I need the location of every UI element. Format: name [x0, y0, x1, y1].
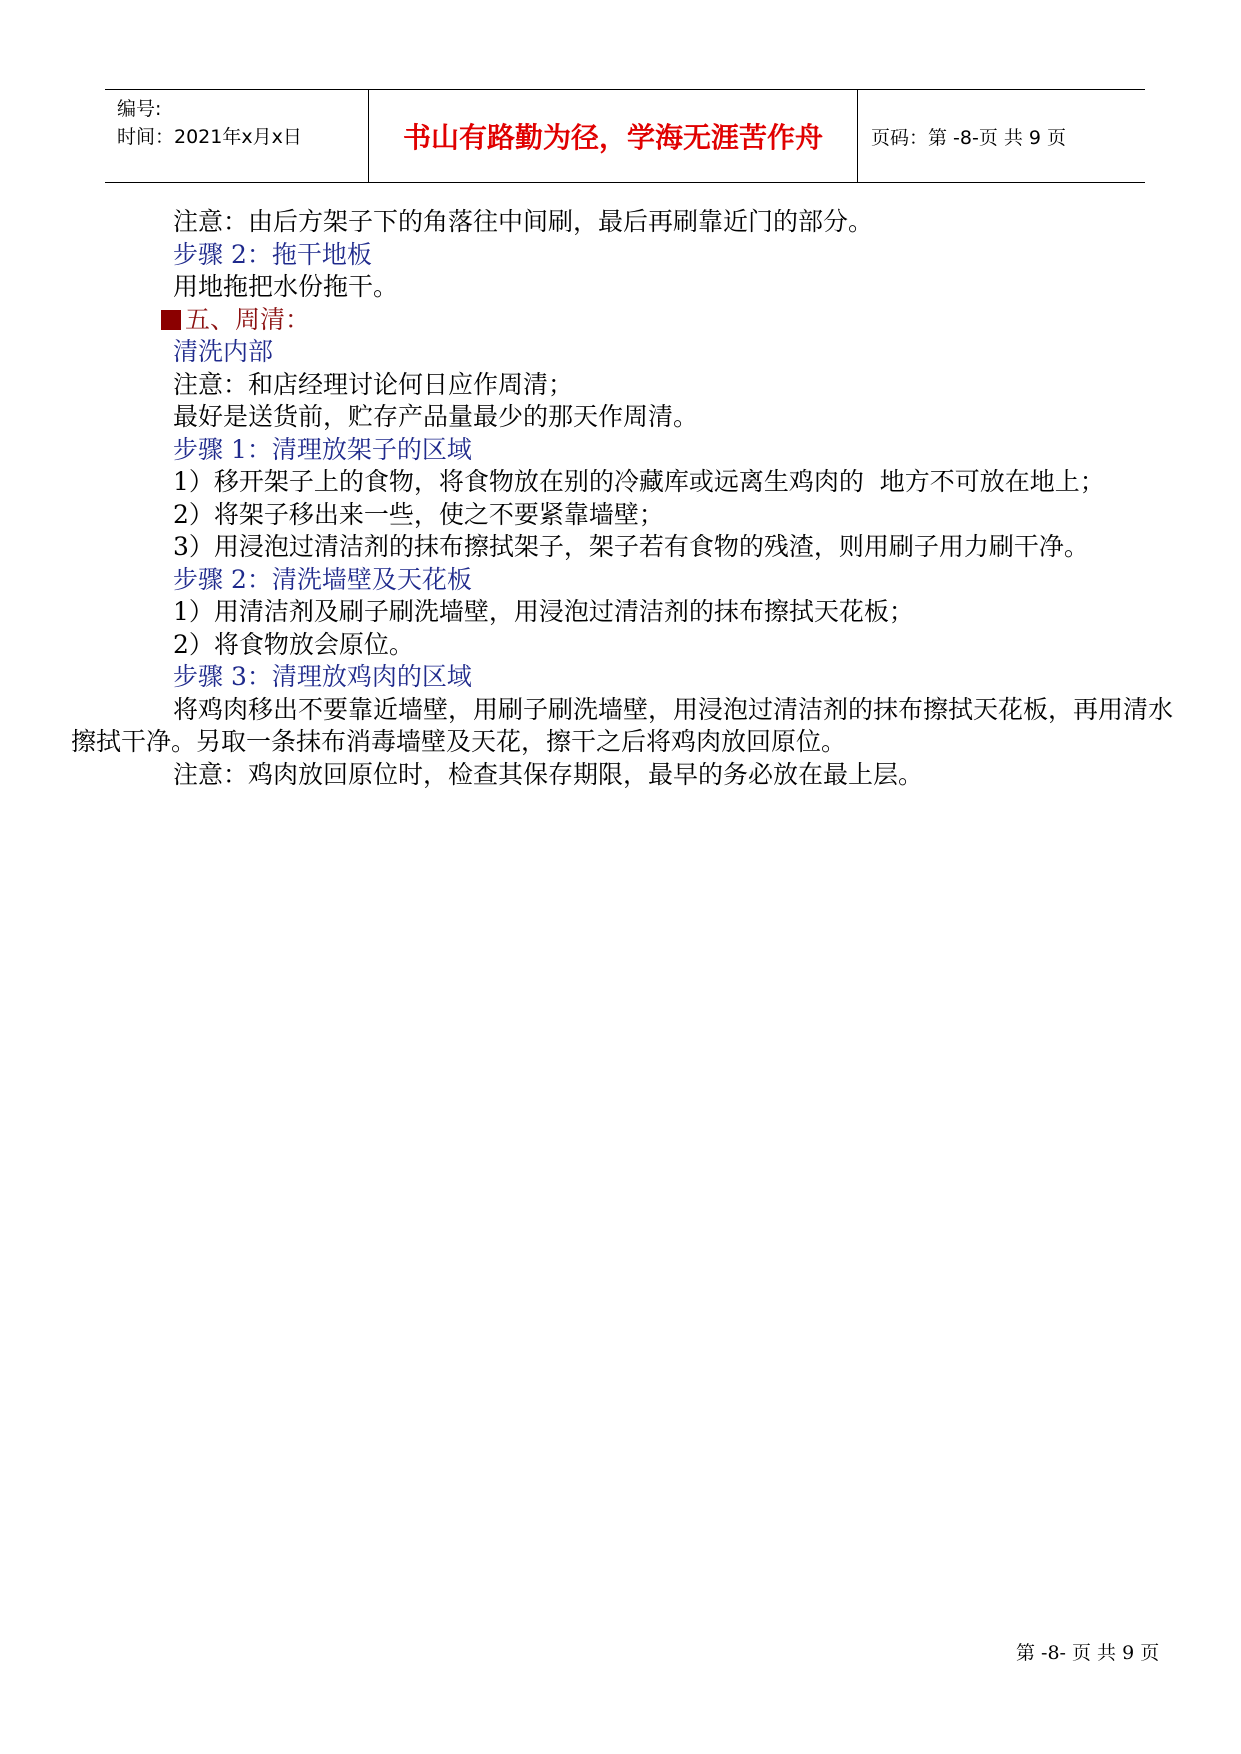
list-item: 1）用清洁剂及刷子刷洗墙壁，用浸泡过清洁剂的抹布擦拭天花板；: [173, 597, 914, 626]
note-paragraph: 注意：鸡肉放回原位时，检查其保存期限，最早的务必放在最上层。: [173, 759, 924, 789]
step-heading: 步骤 2：拖干地板: [173, 239, 372, 269]
list-item: 3）用浸泡过清洁剂的抹布擦拭架子，架子若有食物的残渣，则用刷子用力刷干净。: [173, 532, 1089, 561]
list-item: 2）将架子移出来一些，使之不要紧靠墙壁；: [173, 499, 664, 529]
step-heading: 步骤 3：清理放鸡肉的区域: [173, 662, 472, 691]
header-page-cell: [858, 90, 1145, 182]
header-page-number: 页码：第 -8-页 共 9 页: [871, 126, 1067, 149]
list-item: 1）移开架子上的食物，将食物放在别的冷藏库或远离生鸡肉的 地方不可放在地上；: [173, 467, 1105, 496]
doc-time-label: 时间：2021年x月x日: [117, 126, 302, 148]
note-paragraph: 注意：由后方架子下的角落往中间刷，最后再刷靠近门的部分。: [173, 207, 874, 236]
step-heading: 步骤 2：清洗墙壁及天花板: [173, 564, 472, 594]
section-heading: [71, 304, 1181, 337]
document-body: [71, 206, 1181, 791]
section-heading-text: 五、周清：: [185, 304, 311, 334]
body-paragraph: 将鸡肉移出不要靠近墙壁，用刷子刷洗墙壁，用浸泡过清洁剂的抹布擦拭天花板，再用清水擦拭干净。另取一条抹布消毒墙壁及天花，擦干之后将鸡肉放回原位。: [71, 694, 1174, 756]
square-bullet-icon: [161, 310, 181, 330]
body-paragraph: 用地拖把水份拖干。: [173, 272, 399, 301]
header-motto-cell: [369, 90, 858, 182]
page-footer: 第 -8- 页 共 9 页: [1016, 1642, 1160, 1664]
header-info-cell: [105, 90, 369, 182]
header-motto: 书山有路勤为径，学海无涯苦作舟: [402, 121, 823, 154]
document-header: [105, 89, 1145, 183]
step-heading: 步骤 1：清理放架子的区域: [173, 434, 472, 464]
doc-number-label: 编号:: [117, 98, 162, 120]
list-item: 2）将食物放会原位。: [173, 629, 414, 659]
note-paragraph: 注意：和店经理讨论何日应作周清；: [173, 369, 574, 399]
subsection-heading: 清洗内部: [173, 337, 274, 366]
body-paragraph: 最好是送货前，贮存产品量最少的那天作周清。: [173, 402, 699, 431]
